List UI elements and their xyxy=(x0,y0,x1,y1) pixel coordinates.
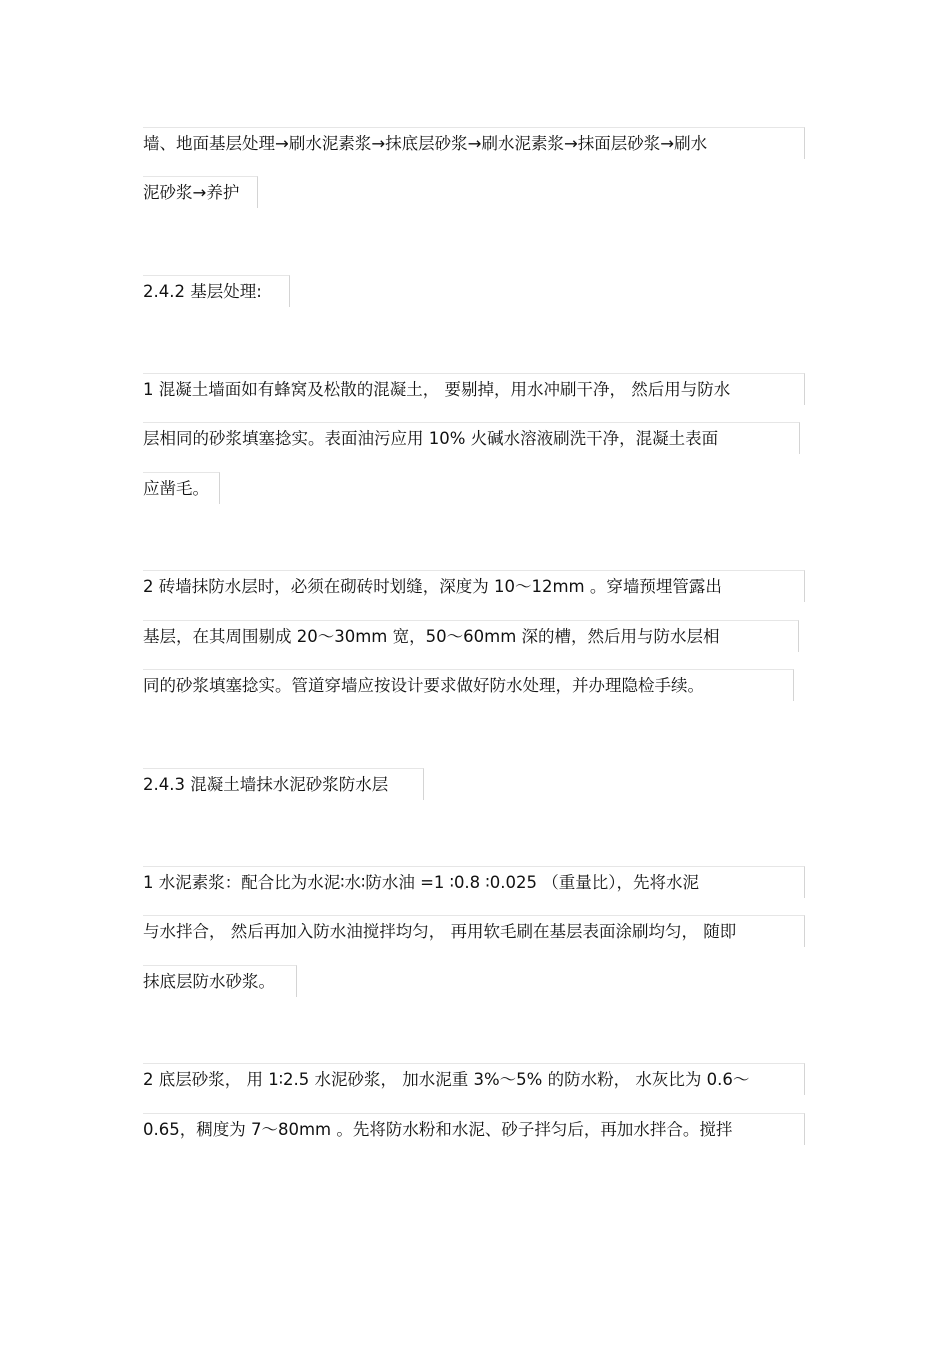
text-line: 与水拌合， 然后再加入防水油搅拌均匀， 再用软毛刷在基层表面涂刷均匀， 随即 xyxy=(143,915,805,947)
section-heading: 2.4.2 基层处理: xyxy=(143,275,290,307)
text-line: 2 砖墙抹防水层时，必须在砌砖时划缝，深度为 10～12mm 。穿墙预埋管露出 xyxy=(143,570,805,602)
text-line: 抹底层防水砂浆。 xyxy=(143,965,297,997)
text-line: 应凿毛。 xyxy=(143,472,220,504)
section-heading: 2.4.3 混凝土墙抹水泥砂浆防水层 xyxy=(143,768,424,800)
text-line: 1 混凝土墙面如有蜂窝及松散的混凝土， 要剔掉，用水冲刷干净， 然后用与防水 xyxy=(143,373,805,405)
text-line: 同的砂浆填塞捻实。管道穿墙应按设计要求做好防水处理，并办理隐检手续。 xyxy=(143,669,794,701)
text-line: 墙、地面基层处理→刷水泥素浆→抹底层砂浆→刷水泥素浆→抹面层砂浆→刷水 xyxy=(143,127,805,159)
text-line: 1 水泥素浆：配合比为水泥∶水∶防水油 =1 ∶0.8 ∶0.025 （重量比），先将水泥 xyxy=(143,866,805,898)
text-line: 泥砂浆→养护 xyxy=(143,176,258,208)
text-line: 0.65，稠度为 7～80mm 。先将防水粉和水泥、砂子拌匀后，再加水拌合。搅拌 xyxy=(143,1113,805,1145)
text-line: 基层，在其周围剔成 20～30mm 宽，50～60mm 深的槽，然后用与防水层相 xyxy=(143,620,799,652)
text-line: 2 底层砂浆， 用 1∶2.5 水泥砂浆， 加水泥重 3%～5% 的防水粉， 水灰比为 0.6～ xyxy=(143,1063,805,1095)
text-line: 层相同的砂浆填塞捻实。表面油污应用 10% 火碱水溶液刷洗干净，混凝土表面 xyxy=(143,422,800,454)
